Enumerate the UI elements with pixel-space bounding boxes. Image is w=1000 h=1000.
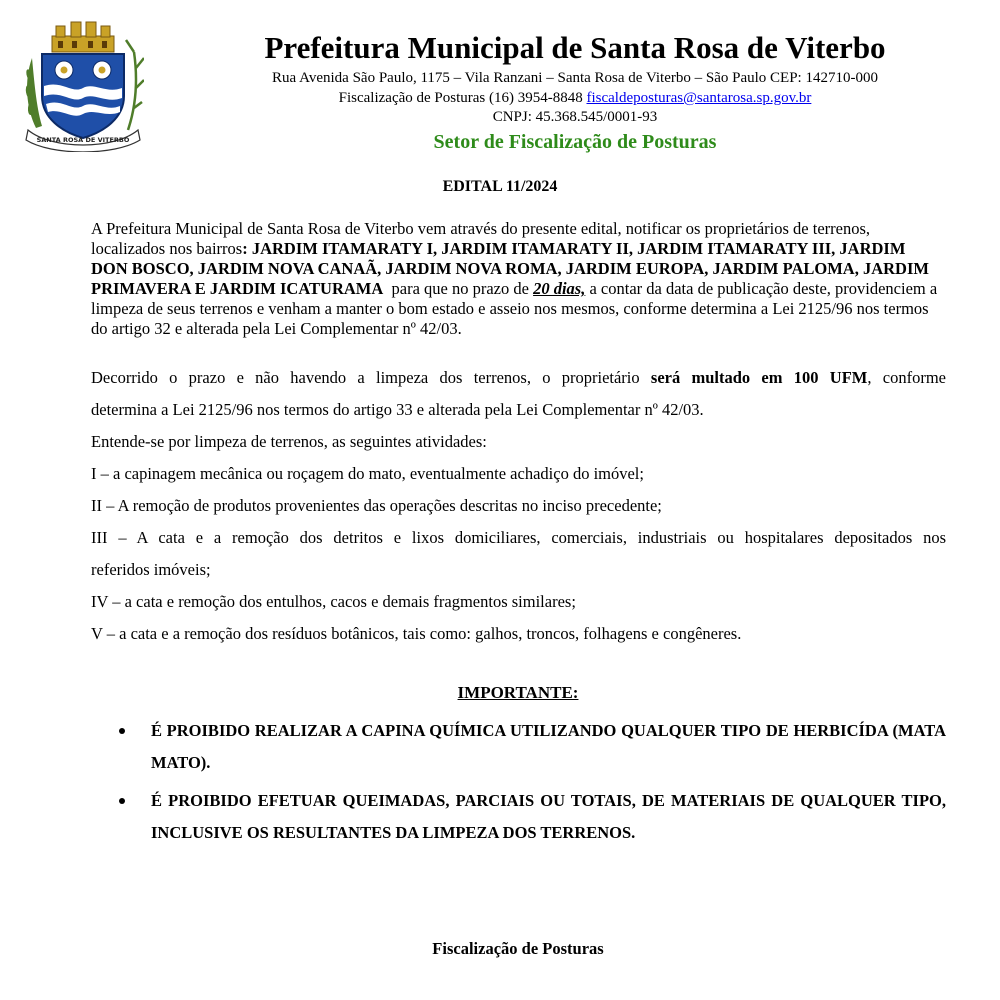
sector-heading: Setor de Fiscalização de Posturas — [433, 131, 717, 153]
contact-phone: Fiscalização de Posturas (16) 3954-8848 — [338, 90, 587, 106]
cleaning-item: I – a capinagem mecânica ou roçagem do mato, eventualmente achadiço do imóvel; — [91, 464, 644, 483]
neighborhood-list: : JARDIM ITAMARATY I, JARDIM ITAMARATY II, JARDIM ITAMARATY III, JARDIM DON BOSCO, JARDIM NOVA CANAÃ, JARDIM NOVA ROMA, JARDIM EUROPA, JARDIM PALOMA, JARDIM PRIMAVERA E JARDIM ICATURAMA — [91, 239, 929, 298]
list-item — [118, 785, 946, 849]
list-item — [118, 715, 946, 779]
prohibition-text: É PROIBIDO REALIZAR A CAPINA QUÍMICA UTILIZANDO QUALQUER TIPO DE HERBICÍDA (MATA MATO). — [151, 721, 946, 772]
signature: Fiscalização de Posturas — [432, 939, 604, 958]
laurel-left — [25, 58, 42, 128]
edital-number: EDITAL 11/2024 — [442, 178, 558, 195]
intro-text-3: a contar da data de publicação deste, providenciem a limpeza de seus terrenos e venham a manter o bom estado e asseio nos mesmos, conforme determina a Lei 2125/96 nos termos do artigo 32 e alterada pela Lei Complementar nº 42/03. — [91, 279, 938, 338]
crown — [52, 22, 114, 52]
important-heading: IMPORTANTE: — [457, 683, 579, 702]
prohibition-text: É PROIBIDO EFETUAR QUEIMADAS, PARCIAIS OU TOTAIS, DE MATERIAIS DE QUALQUER TIPO, INCLUSIVE OS RESULTANTES DA LIMPEZA DOS TERRENOS. — [151, 791, 946, 842]
cleaning-item: IV – a cata e remoção dos entulhos, cacos e demais fragmentos similares; — [91, 592, 576, 611]
sugarcane-right — [126, 40, 144, 130]
deadline: 20 dias, — [533, 279, 586, 298]
cleaning-heading: Entende-se por limpeza de terrenos, as seguintes atividades: — [91, 432, 487, 451]
bullet-icon — [119, 798, 125, 804]
cleaning-item: V – a cata e a remoção dos resíduos botânicos, tais como: galhos, troncos, folhagens e congêneres. — [91, 624, 742, 643]
penalty-text-2: , conforme — [867, 368, 946, 387]
penalty-fine: será multado em 100 UFM — [650, 368, 868, 387]
cleaning-item-continuation: referidos imóveis; — [91, 560, 211, 579]
intro-text-1: A Prefeitura Municipal de Santa Rosa de Viterbo vem através do presente edital, notificar os proprietários de terrenos, localizados nos bairros — [91, 219, 870, 258]
penalty-line-1 — [91, 368, 946, 388]
address-line: Rua Avenida São Paulo, 1175 – Vila Ranzani – Santa Rosa de Viterbo – São Paulo CEP: 142710-000 — [272, 70, 878, 86]
cleaning-item: II – A remoção de produtos provenientes das operações descritas no inciso precedente; — [91, 496, 662, 515]
cleaning-item: III – A cata e a remoção dos detritos e lixos domiciliares, comerciais, industriais ou hospitalares depositados nos — [91, 528, 946, 547]
penalty-line-2: determina a Lei 2125/96 nos termos do artigo 33 e alterada pela Lei Complementar nº 42/03. — [91, 400, 704, 419]
email-link[interactable]: fiscaldeposturas@santarosa.sp.gov.br — [586, 90, 812, 106]
municipal-seal-logo — [22, 18, 144, 152]
page-title: Prefeitura Municipal de Santa Rosa de Viterbo — [264, 30, 886, 65]
contact-line — [150, 88, 1000, 108]
bullet-icon — [119, 728, 125, 734]
cnpj-line: CNPJ: 45.368.545/0001-93 — [492, 109, 658, 125]
svg-text:SANTA ROSA DE VITERBO: SANTA ROSA DE VITERBO — [36, 136, 130, 144]
prohibitions-list — [118, 715, 946, 855]
intro-text-2: para que no prazo de — [383, 279, 534, 298]
penalty-text-1: Decorrido o prazo e não havendo a limpeza dos terrenos, o proprietário — [91, 368, 651, 387]
intro-paragraph — [91, 219, 946, 339]
